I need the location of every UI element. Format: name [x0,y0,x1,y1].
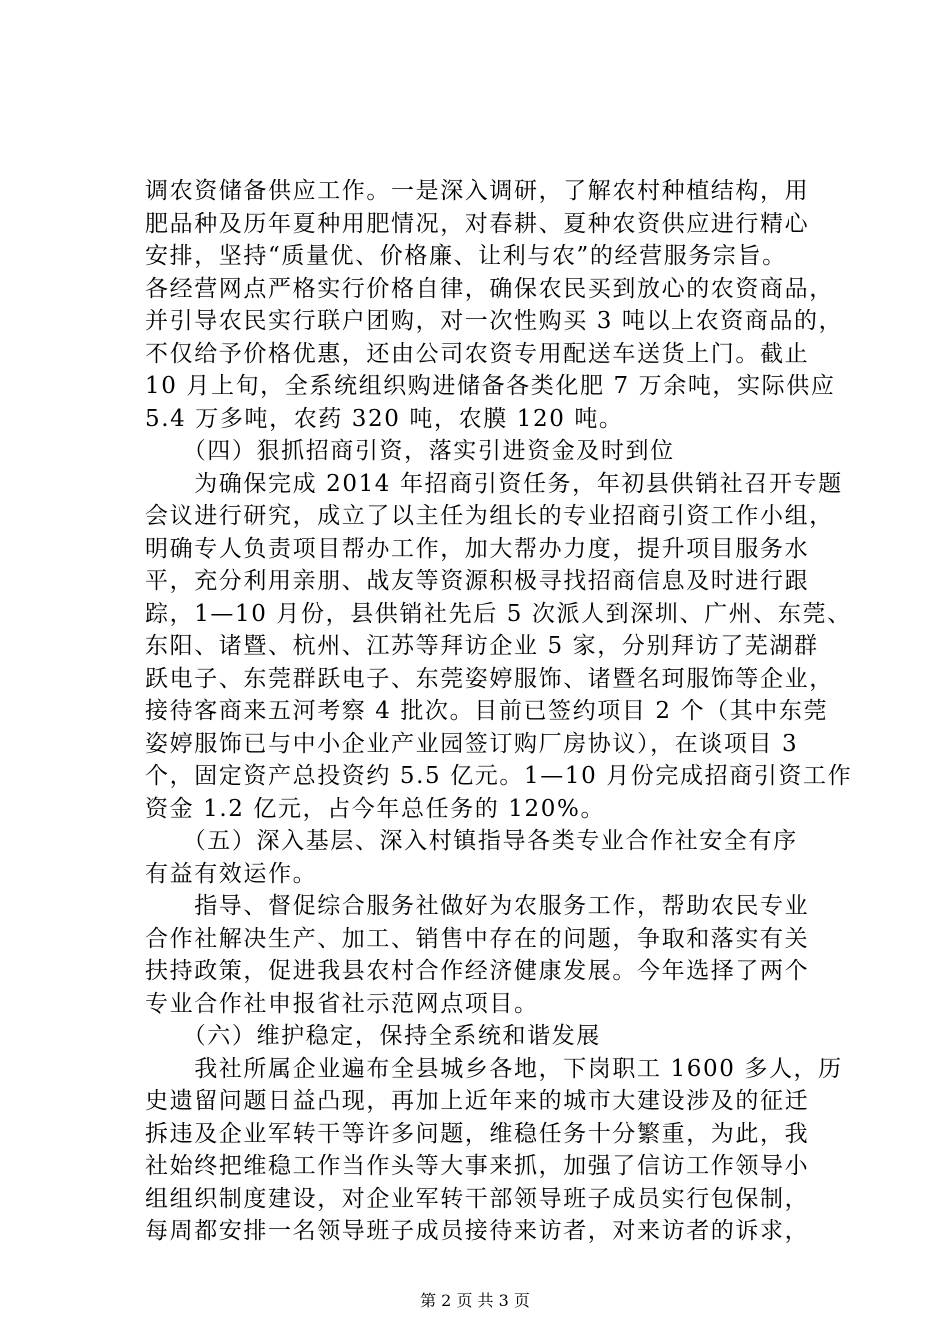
text-line: 调农资储备供应工作。一是深入调研，了解农村种植结构，用 [145,178,810,204]
text-line: 10 月上旬，全系统组织购进储备各类化肥 7 万余吨，实际供应 [145,373,836,399]
text-line: 为确保完成 2014 年招商引资任务，年初县供销社召开专题 [145,470,843,497]
text-line: 个，固定资产总投资约 5.5 亿元。1—10 月份完成招商引资工作 [145,763,853,789]
text-line: 指导、督促综合服务社做好为农服务工作，帮助农民专业 [145,893,810,919]
text-line: 平，充分利用亲朋、战友等资源积极寻找招商信息及时进行跟 [145,568,810,594]
text-line: 肥品种及历年夏种用肥情况，对春耕、夏种农资供应进行精心 [145,210,810,237]
text-line: 组组织制度建设，对企业军转干部领导班子成员实行包保制， [145,1185,810,1212]
text-line: 安排，坚持“质量优、价格廉、让利与农”的经营服务宗旨。 [145,243,787,269]
text-line: 每周都安排一名领导班子成员接待来访者，对来访者的诉求， [145,1218,810,1244]
text-line: 我社所属企业遍布全县城乡各地，下岗职工 1600 多人，历 [145,1055,843,1082]
text-line: 东阳、诸暨、杭州、江苏等拜访企业 5 家，分别拜访了芜湖群 [145,633,819,659]
text-line: 明确专人负责项目帮办工作，加大帮办力度，提升项目服务水 [145,535,810,562]
text-line: （五）深入基层、深入村镇指导各类专业合作社安全有序 [145,828,798,854]
text-line: 合作社解决生产、加工、销售中存在的问题，争取和落实有关 [145,925,810,952]
text-line: 拆违及企业军转干等许多问题，维稳任务十分繁重，为此，我 [145,1120,810,1147]
text-line: 会议进行研究，成立了以主任为组长的专业招商引资工作小组， [145,503,834,529]
text-line: 扶持政策，促进我县农村合作经济健康发展。今年选择了两个 [145,958,810,984]
text-line: 姿婷服饰已与中小企业产业园签订购厂房协议），在谈项目 3 [145,730,799,757]
text-line: 踪，1—10 月份，县供销社先后 5 次派人到深圳、广州、东莞、 [145,600,852,627]
text-line: 不仅给予价格优惠，还由公司农资专用配送车送货上门。截止 [145,340,810,367]
text-line: 各经营网点严格实行价格自律，确保农民买到放心的农资商品， [145,275,834,302]
text-line: 专业合作社申报省社示范网点项目。 [145,990,539,1017]
text-line: 跃电子、东莞群跃电子、东莞姿婷服饰、诸暨名珂服饰等企业， [145,665,834,692]
text-line: 接待客商来五河考察 4 批次。目前已签约项目 2 个（其中东莞 [145,698,829,724]
text-line: 资金 1.2 亿元，占今年总任务的 120%。 [145,795,606,822]
page-footer: 第 2 页 共 3 页 [420,1291,530,1310]
text-line: 有益有效运作。 [145,860,318,887]
text-line: （四）狠抓招商引资，落实引进资金及时到位 [145,438,675,464]
body-text [145,175,853,1248]
text-line: 并引导农民实行联户团购，对一次性购买 3 吨以上农资商品的， [145,308,844,334]
text-line: 社始终把维稳工作当作头等大事来抓，加强了信访工作领导小 [145,1153,810,1179]
text-line: 史遗留问题日益凸现，再加上近年来的城市大建设涉及的征迁 [145,1088,810,1114]
text-line: 5.4 万多吨，农药 320 吨，农膜 120 吨。 [145,405,624,432]
text-line: （六）维护稳定，保持全系统和谐发展 [145,1023,601,1049]
